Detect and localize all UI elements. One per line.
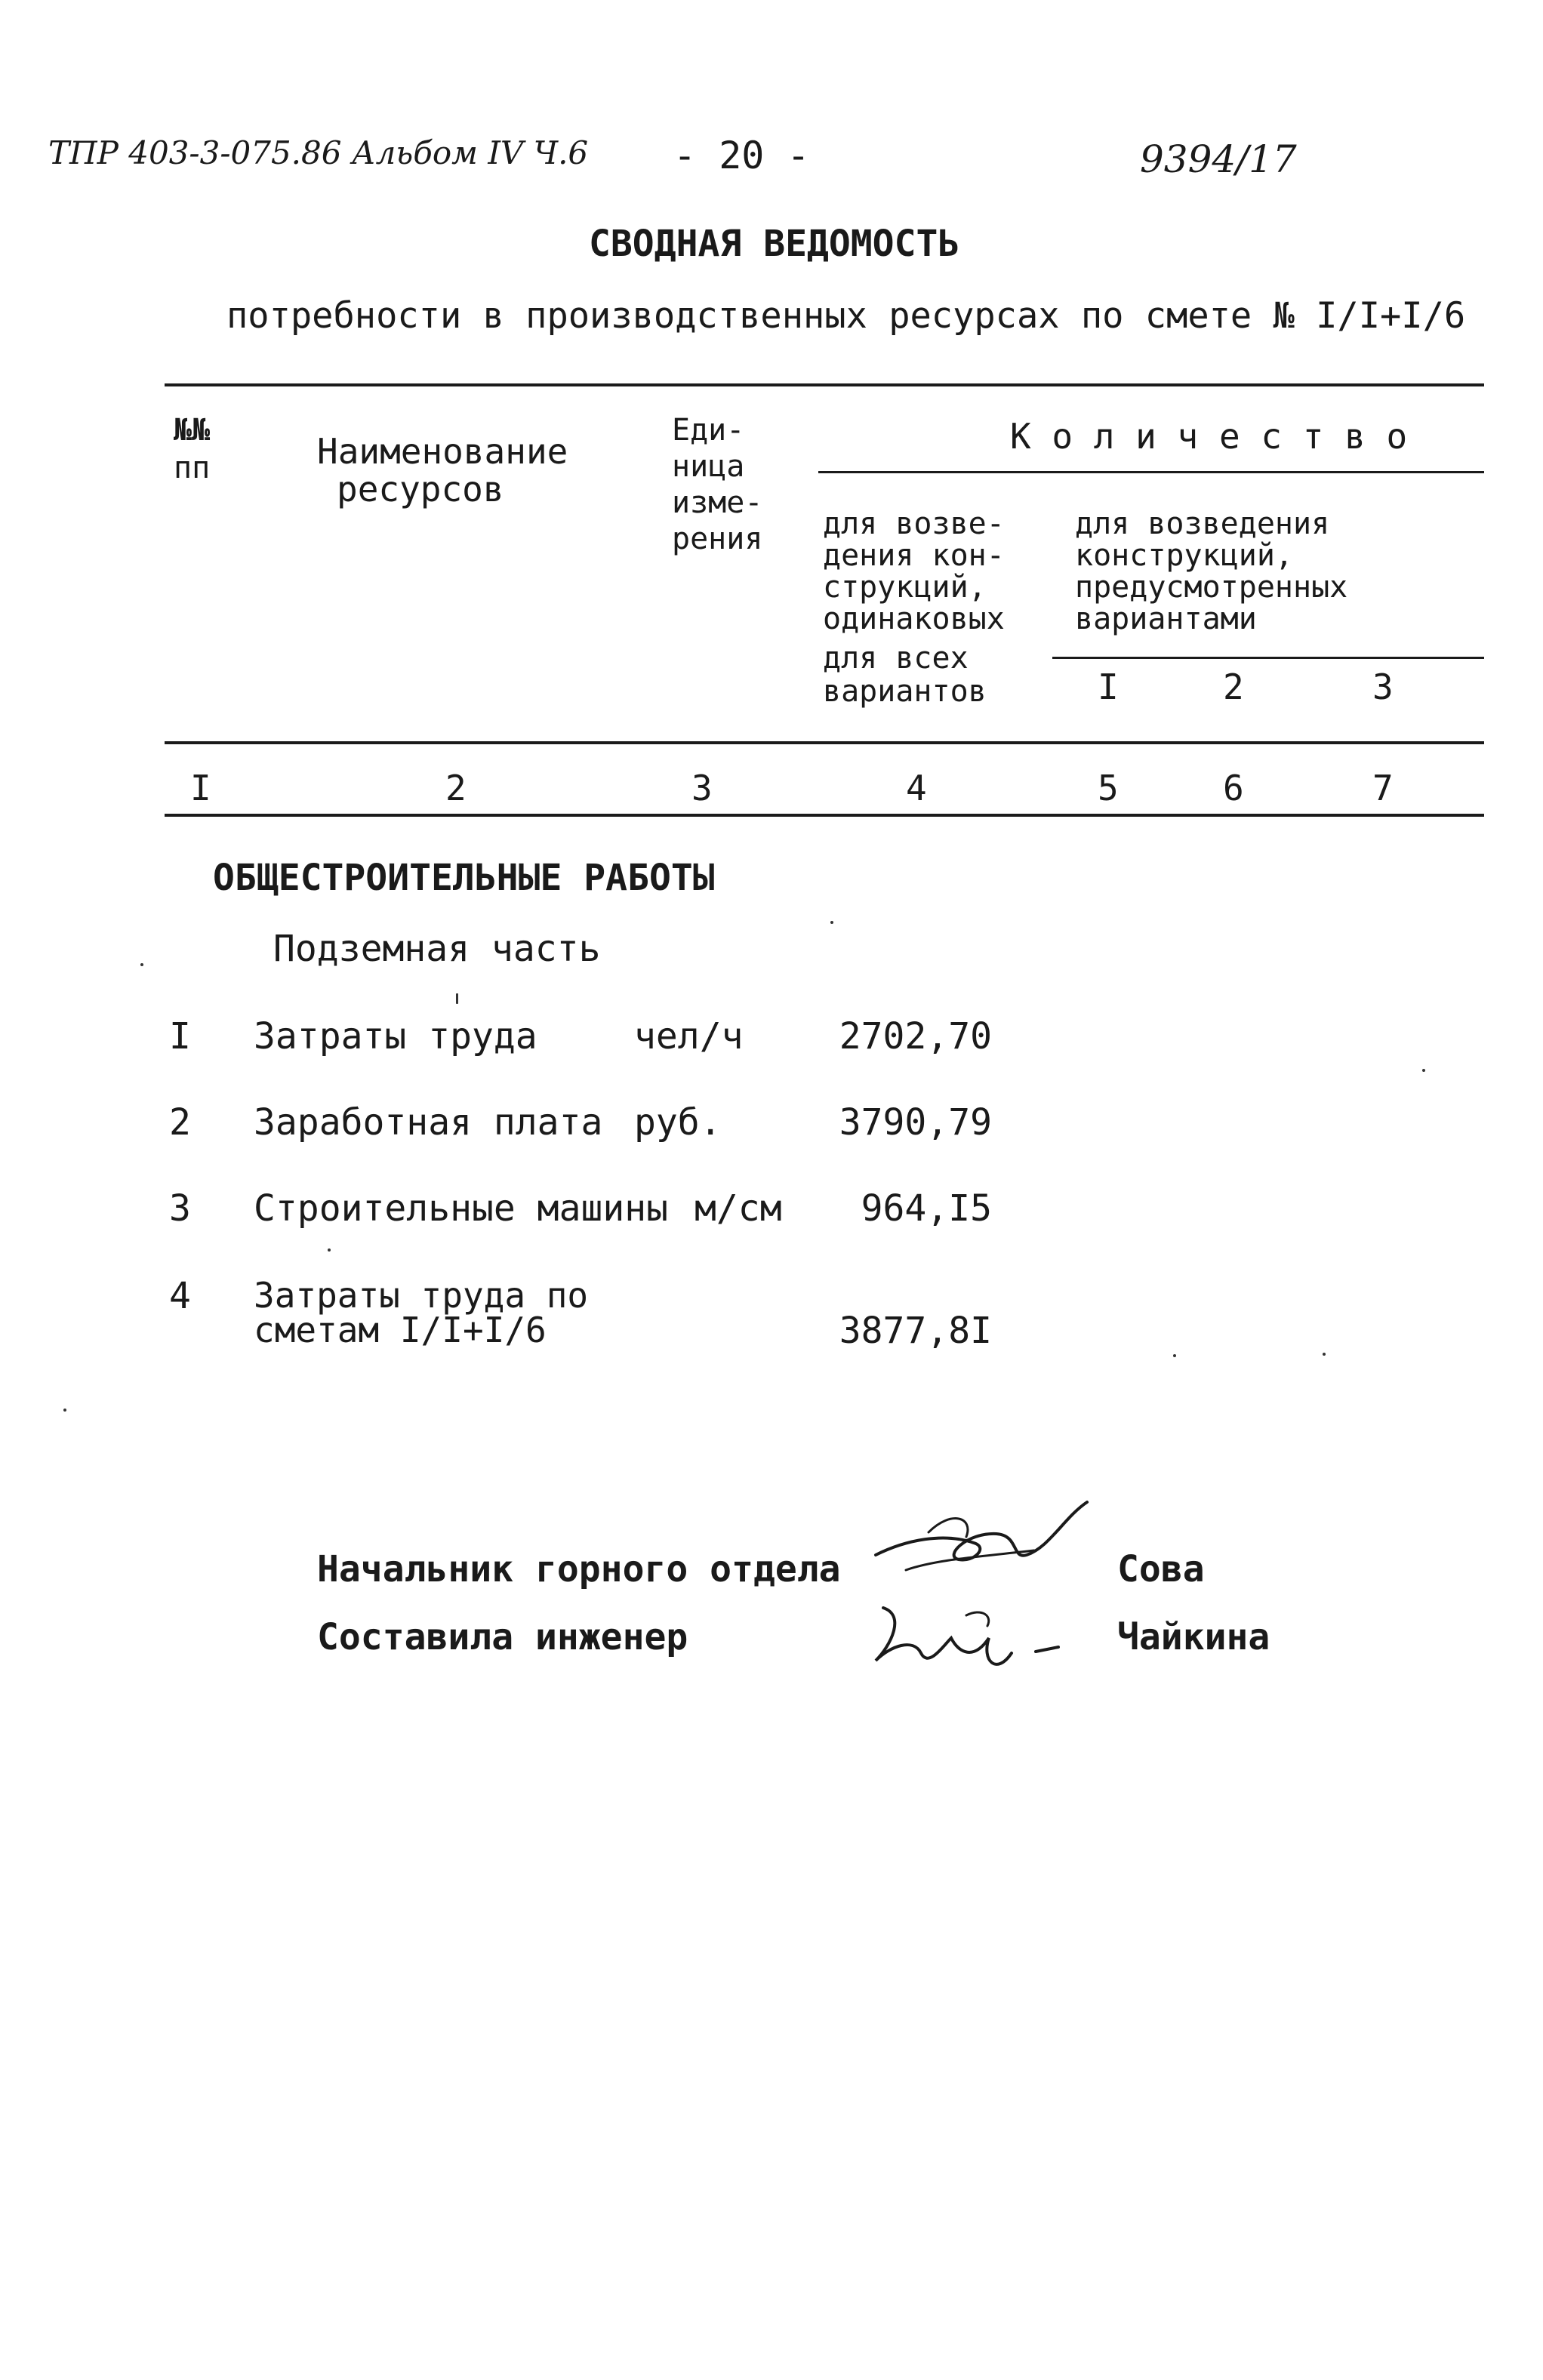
table-row-2-no: 2	[169, 1101, 191, 1144]
table-row-2-name: Заработная плата	[254, 1101, 603, 1144]
page-title: СВОДНАЯ ВЕДОМОСТЬ	[589, 223, 960, 265]
header-common-line-2: дения кон-	[823, 538, 1005, 573]
header-no-line-2: пп	[174, 451, 211, 485]
header-unit-line-2: ница	[672, 449, 745, 484]
page-subtitle: потребности в производственных ресурсах по смете № I/I+I/6	[226, 295, 1466, 337]
scan-speck	[63, 1409, 66, 1412]
table-row-2-value: 3790,79	[839, 1101, 992, 1144]
scan-speck	[830, 921, 833, 924]
signature-name-1: Сова	[1117, 1548, 1205, 1590]
header-variants-line-2: конструкций,	[1075, 538, 1293, 573]
header-common-line-5: для всех	[823, 641, 969, 676]
variant-number-2: 2	[1223, 667, 1244, 707]
header-unit-line-3: изме-	[672, 485, 763, 520]
table-top-rule	[165, 383, 1484, 386]
header-common-line-4: одинаковых	[823, 602, 1005, 636]
column-number-6: 6	[1223, 768, 1244, 808]
column-number-2: 2	[445, 768, 467, 808]
header-name-line-2: ресурсов	[337, 469, 504, 510]
scan-speck	[140, 963, 143, 966]
scan-speck	[1323, 1353, 1326, 1356]
inventory-number: 9394/17	[1140, 137, 1297, 181]
column-number-4: 4	[906, 768, 927, 808]
header-no-line-1: №№	[174, 413, 211, 448]
header-quantity: К о л и ч е с т в о	[1010, 416, 1408, 457]
table-row-3-unit: м/см	[695, 1187, 782, 1230]
variant-number-3: 3	[1372, 667, 1394, 707]
header-common-line-1: для возве-	[823, 506, 1005, 541]
header-unit-line-1: Еди-	[672, 413, 745, 448]
table-row-4-value: 3877,8I	[839, 1310, 992, 1352]
column-number-7: 7	[1372, 768, 1394, 808]
header-variants-line-4: вариантами	[1075, 602, 1257, 636]
subsection-title: Подземная часть	[273, 928, 601, 970]
document-code: ТПР 403-3-075.86 Альбом IV Ч.6	[48, 134, 589, 171]
header-unit-line-4: рения	[672, 522, 763, 556]
header-variants-line-1: для возведения	[1075, 506, 1330, 541]
scan-speck	[456, 993, 458, 1004]
table-row-4-no: 4	[169, 1275, 191, 1317]
table-row-3-no: 3	[169, 1187, 191, 1230]
handwritten-signature-1	[861, 1487, 1102, 1593]
signature-role-1: Начальник горного отдела	[317, 1548, 841, 1590]
signature-name-2: Чайкина	[1117, 1616, 1270, 1658]
column-numbers-rule	[165, 814, 1484, 817]
variant-number-1: I	[1098, 667, 1119, 707]
page-number: - 20 -	[673, 134, 810, 177]
variants-underline	[1052, 657, 1484, 659]
scan-speck	[328, 1248, 331, 1252]
header-common-line-3: струкций,	[823, 570, 987, 605]
handwritten-signature-2	[861, 1593, 1072, 1683]
column-number-3: 3	[691, 768, 713, 808]
scan-speck	[1422, 1069, 1425, 1072]
table-row-3-value: 964,I5	[861, 1187, 992, 1230]
header-common-line-6: вариантов	[823, 674, 987, 709]
table-row-2-unit: руб.	[634, 1101, 722, 1144]
header-name-line-1: Наименование	[317, 431, 568, 472]
table-row-1-value: 2702,70	[839, 1015, 992, 1058]
section-title: ОБЩЕСТРОИТЕЛЬНЫЕ РАБОТЫ	[213, 857, 715, 899]
header-bottom-rule	[165, 741, 1484, 744]
table-row-1-no: I	[169, 1015, 191, 1058]
table-row-1-name: Затраты труда	[254, 1015, 537, 1058]
column-number-5: 5	[1098, 768, 1119, 808]
table-row-4-name-line-1: Затраты труда по	[254, 1275, 589, 1316]
table-row-1-unit: чел/ч	[634, 1015, 744, 1058]
quantity-underline	[818, 471, 1484, 473]
signature-role-2: Составила инженер	[317, 1616, 688, 1658]
scan-speck	[1173, 1354, 1176, 1357]
column-number-1: I	[190, 768, 211, 808]
header-variants-line-3: предусмотренных	[1075, 570, 1348, 605]
table-row-4-name-line-2: сметам I/I+I/6	[254, 1310, 547, 1350]
table-row-3-name: Строительные машины	[254, 1187, 669, 1230]
